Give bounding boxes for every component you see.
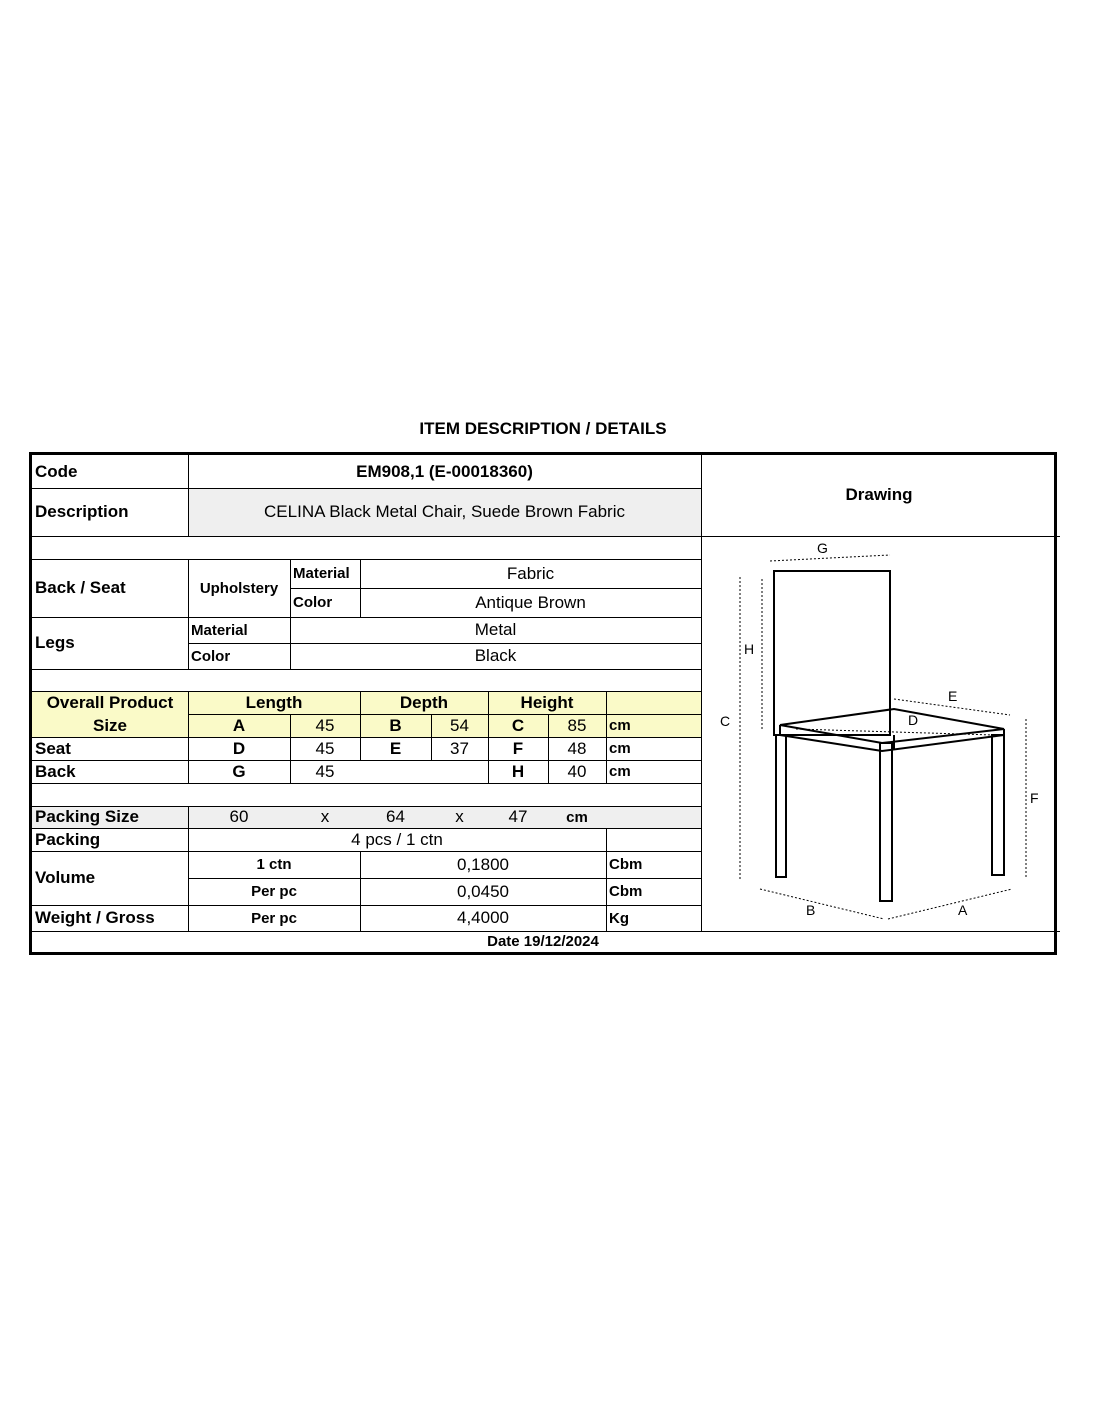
volume-ctn-label: 1 ctn <box>256 856 292 873</box>
packing-size-v3: 47 <box>508 807 528 826</box>
packing-size-label: Packing Size <box>35 807 139 826</box>
seat-height-key: F <box>512 738 524 758</box>
volume-pc-label: Per pc <box>251 883 297 900</box>
back-height-key: H <box>511 761 525 781</box>
drawing-letter-d: D <box>908 712 919 728</box>
legs-material-label: Material <box>191 621 248 639</box>
packing-size-unit: cm <box>566 808 588 826</box>
length-header: Length <box>245 692 303 712</box>
legs-color-label: Color <box>191 647 231 665</box>
overall-depth-key: B <box>389 715 402 735</box>
description-value: CELINA Black Metal Chair, Suede Brown Fabric <box>264 502 625 521</box>
chair-drawing <box>704 539 1057 929</box>
code-label: Code <box>35 461 78 481</box>
weight-label: Weight / Gross <box>35 908 155 927</box>
overall-size-label-line1: Overall Product <box>46 692 174 712</box>
drawing-label: Drawing <box>845 485 913 504</box>
legs-color-value: Black <box>474 646 517 665</box>
seat-length-value: 45 <box>315 738 335 758</box>
back-height-value: 40 <box>567 761 587 781</box>
depth-header: Depth <box>399 692 449 712</box>
overall-unit: cm <box>609 717 631 734</box>
overall-height-value: 85 <box>567 715 587 735</box>
drawing-letter-a: A <box>958 902 968 918</box>
packing-label: Packing <box>35 829 101 849</box>
seat-height-value: 48 <box>567 738 587 758</box>
legs-material-value: Metal <box>474 620 517 639</box>
volume-ctn-value: 0,1800 <box>457 854 509 874</box>
volume-pc-value: 0,0450 <box>457 881 509 901</box>
packing-size-x1: x <box>320 807 330 826</box>
chair-front-leg-right <box>992 735 1004 875</box>
drawing-letter-g: G <box>817 540 828 556</box>
volume-ctn-unit: Cbm <box>609 856 643 873</box>
volume-label: Volume <box>35 868 96 887</box>
chair-back-leg-left <box>776 735 786 877</box>
back-unit: cm <box>609 763 631 780</box>
seat-label: Seat <box>35 738 71 758</box>
back-length-key: G <box>232 761 246 781</box>
back-seat-label: Back / Seat <box>35 578 126 597</box>
upholstery-label: Upholstery <box>199 579 279 597</box>
chair-seat <box>780 709 1004 743</box>
packing-size-v2: 64 <box>386 807 405 826</box>
packing-value: 4 pcs / 1 ctn <box>351 829 443 849</box>
drawing-letter-h: H <box>744 641 755 657</box>
description-label: Description <box>35 502 129 521</box>
back-length-value: 45 <box>315 761 335 781</box>
volume-pc-unit: Cbm <box>609 883 643 900</box>
back-label: Back <box>35 761 76 781</box>
overall-size-label-line2: Size <box>92 715 128 735</box>
page-title: ITEM DESCRIPTION / DETAILS <box>419 419 667 438</box>
code-value: EM908,1 (E-00018360) <box>356 461 533 481</box>
seat-depth-key: E <box>389 738 402 758</box>
drawing-letter-c: C <box>720 713 731 729</box>
drawing-letter-e: E <box>948 688 958 704</box>
date-footer: Date 19/12/2024 <box>487 933 599 950</box>
back-seat-color-label: Color <box>293 594 333 611</box>
packing-size-v1: 60 <box>229 807 249 826</box>
weight-unit: Kg <box>609 909 629 927</box>
drawing-letter-f: F <box>1030 790 1039 806</box>
seat-unit: cm <box>609 740 631 757</box>
weight-value: 4,4000 <box>457 908 509 927</box>
overall-height-key: C <box>511 715 525 735</box>
weight-sub-label: Per pc <box>251 909 297 927</box>
seat-length-key: D <box>232 738 246 758</box>
back-seat-color-value: Antique Brown <box>475 592 586 612</box>
legs-label: Legs <box>35 633 75 652</box>
back-seat-material-label: Material <box>293 565 350 582</box>
overall-length-key: A <box>232 715 246 735</box>
overall-length-value: 45 <box>315 715 335 735</box>
back-seat-material-value: Fabric <box>506 563 555 583</box>
chair-backrest <box>774 571 890 735</box>
drawing-letter-b: B <box>806 902 816 918</box>
overall-depth-value: 54 <box>450 715 469 735</box>
packing-size-x2: x <box>455 807 464 826</box>
height-header: Height <box>520 692 574 712</box>
seat-depth-value: 37 <box>450 738 469 758</box>
chair-front-leg-left <box>880 743 892 901</box>
item-details-sheet <box>29 452 1057 955</box>
